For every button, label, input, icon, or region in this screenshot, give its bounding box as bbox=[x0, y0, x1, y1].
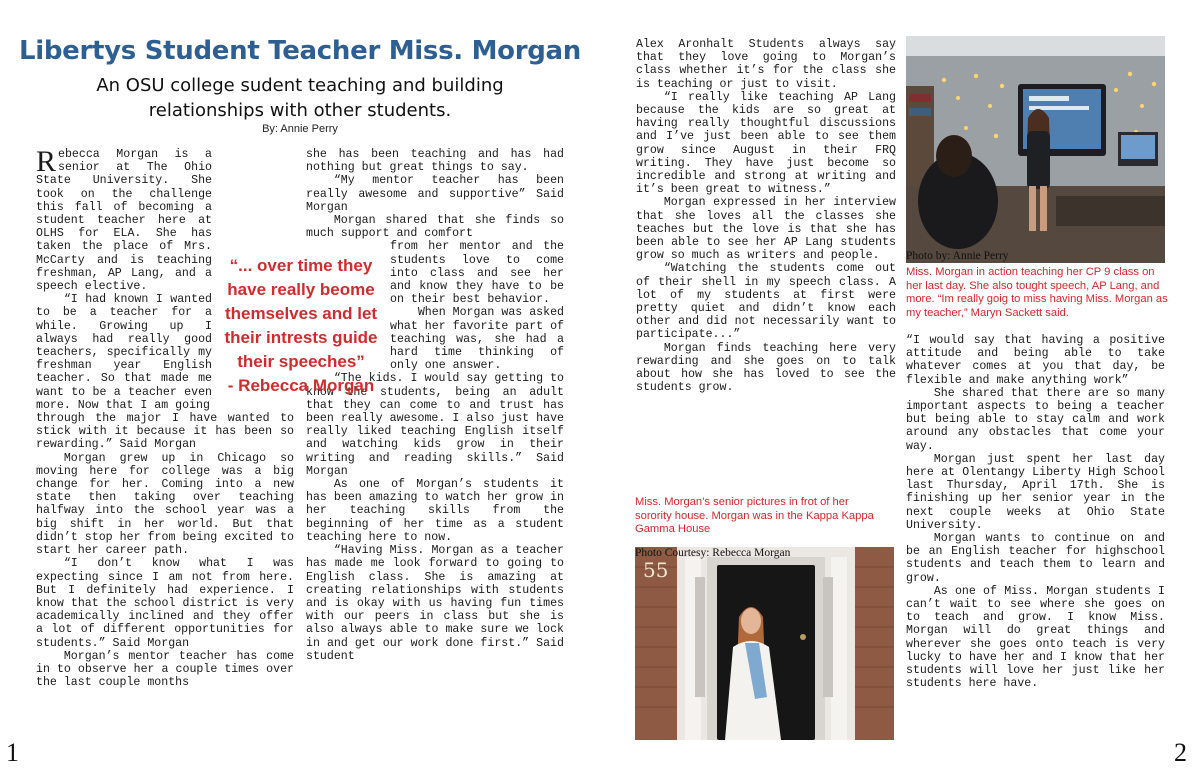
paragraph: Morgan’s mentor teacher has come in to observe her a couple times over the last couple months bbox=[36, 649, 294, 690]
page1-column-1 bbox=[36, 145, 294, 690]
senior-portrait-photo bbox=[635, 547, 894, 740]
paragraph: “I had known I wanted to be a teacher for a while. Growing up I always had really good teachers, specifically my freshman year English teacher. So that made me want to be a teacher even more. Now that I am going bbox=[36, 293, 212, 412]
paragraph: As one of Morgan’s students it has been amazing to watch her grow in her teaching skills from the beginning of her time as a student teaching here to now. bbox=[306, 478, 564, 544]
pull-quote-line: have really beome bbox=[227, 280, 375, 299]
paragraph: “Having Miss. Morgan as a teacher has made me look forward to going to English class. She is amazing at creating relationships with students and is okay with us having fun times with our peers in class but she is also always able to make sure we lock in and get our work done first.” Said student bbox=[306, 544, 564, 663]
pull-quote-attribution: - Rebecca Morgan bbox=[227, 376, 375, 395]
pull-quote bbox=[212, 254, 390, 398]
senior-portrait-illustration bbox=[635, 547, 894, 740]
paragraph: Morgan just spent her last day here at Olentangy Liberty High School last Thursday, April 17th. She is finishing up her senior year in the next couple weeks at Ohio State University. bbox=[906, 452, 1165, 532]
paragraph: Morgan expressed in her interview that she loves all the classes she teaches but the love is that she has been able to see her AP Lang students grow so much as writers and people. bbox=[636, 196, 896, 263]
drop-cap: R bbox=[36, 145, 57, 178]
page2-column-1 bbox=[636, 38, 896, 394]
paragraph: “My mentor teacher has been really awesome and supportive” Said Morgan bbox=[306, 174, 564, 214]
page-number: 1 bbox=[6, 738, 19, 767]
paragraph: Morgan shared that she finds so much support and comfort bbox=[306, 214, 564, 241]
pull-quote-line: their intrests guide bbox=[224, 328, 378, 347]
photo-caption: Miss. Morgan in action teaching her CP 9 class on her last day. She also tought speech, AP Lang, and more. “Im really goig to miss having Miss. Morgan as my teacher,” Maryn Sackett said. bbox=[906, 266, 1168, 319]
paragraph: Rebecca Morgan is a senior at The Ohio State University. She took on the challenge this fall of becoming a student teacher here at OLHS for ELA. She has taken the place of Mrs. McCarty and is teaching freshman, AP Lang, and a speech elective. bbox=[36, 145, 212, 294]
article-subtitle: An OSU college sudent teaching and building relationships with other students. bbox=[96, 75, 504, 121]
pull-quote-line: themselves and let bbox=[224, 304, 378, 323]
paragraph: “The kids. I would say getting to know the students, being an adult that they can come to and trust has been really awesome. I also just have really liked teaching English itself and watching kids grow in their writing and reading skills.” Said Morgan bbox=[306, 372, 564, 478]
paragraph: from her mentor and the students love to come into class and see her and know they have to be on their best behavior. bbox=[390, 240, 564, 307]
pull-quote-line: their speeches” bbox=[237, 352, 365, 371]
article-title: Libertys Student Teacher Miss. Morgan bbox=[18, 36, 582, 66]
photo-credit: Photo by: Annie Perry bbox=[906, 250, 1009, 262]
paragraph: Alex Aronhalt Students always say that they love going to Morgan’s class whether it’s for the class she is teaching or just to visit. bbox=[636, 38, 896, 91]
paragraph: Morgan finds teaching here very rewarding and she goes on to talk about how she has loved to see the students grow. bbox=[636, 341, 896, 395]
page1-column-2 bbox=[306, 148, 564, 663]
paragraph: she has been teaching and has had nothing but great things to say. bbox=[306, 148, 564, 175]
paragraph: Morgan grew up in Chicago so moving here for college was a big change for her. Coming into a new state then taking over teaching halfway into the school year was a big shift in her world. But that didn’t stop her from being excited to start her career path. bbox=[36, 451, 294, 558]
paragraph: She shared that there are so many important aspects to being a teacher but being able to stay calm and work around any obstacles that come your way. bbox=[906, 386, 1165, 453]
photo-credit: Photo Courtesy: Rebecca Morgan bbox=[635, 547, 791, 559]
byline: By: Annie Perry bbox=[262, 123, 338, 135]
photo-caption: Miss. Morgan’s senior pictures in frot of her sorority house. Morgan was in the Kappa Kappa Gamma House bbox=[635, 496, 874, 536]
paragraph: “I would say that having a positive attitude and being able to take whatever comes at you that day, be flexible and make anything work” bbox=[906, 334, 1165, 387]
page-number: 2 bbox=[1174, 738, 1187, 767]
paragraph: “I really like teaching AP Lang because the kids are so great at having really thoughtful discussions and I’ve just been able to see them grow since August in their FRQ writing. They have just become so incredible and strong at writing and it’s been great to witness.” bbox=[636, 90, 896, 197]
classroom-photo-illustration bbox=[906, 36, 1165, 263]
paragraph: As one of Miss. Morgan students I can’t wait to see where she goes on to teach and grow. I know Miss. Morgan will do great things and wherever she goes onto teach is very lucky to have her and I know that her students will love her just like her students here have. bbox=[906, 584, 1165, 691]
paragraph: through the major I have wanted to stick with it because it has been so rewarding.” Said Morgan bbox=[36, 412, 294, 452]
paragraph: “Watching the students come out of their shell in my speech class. A lot of my students at first were pretty quiet and didn’t know each other and did not necessarily want to participate...” bbox=[636, 262, 896, 342]
paragraph: Morgan wants to continue on and be an English teacher for highschool students and teach them to learn and grow. bbox=[906, 532, 1165, 585]
house-number: 55 bbox=[643, 558, 669, 582]
classroom-photo bbox=[906, 36, 1165, 263]
paragraph: “I don’t know what I was expecting since I am not from here. But I definitely had experience. I know that the school district is very academically inclined and they offer a lot of different opportunities for students.” Said Morgan bbox=[36, 557, 294, 650]
page2-column-2 bbox=[906, 334, 1165, 690]
page-2 bbox=[600, 0, 1200, 776]
pull-quote-line: “... over time they bbox=[229, 256, 373, 275]
paragraph: When Morgan was asked what her favorite part of teaching was, she had a hard time thinking of only one answer. bbox=[390, 306, 564, 373]
